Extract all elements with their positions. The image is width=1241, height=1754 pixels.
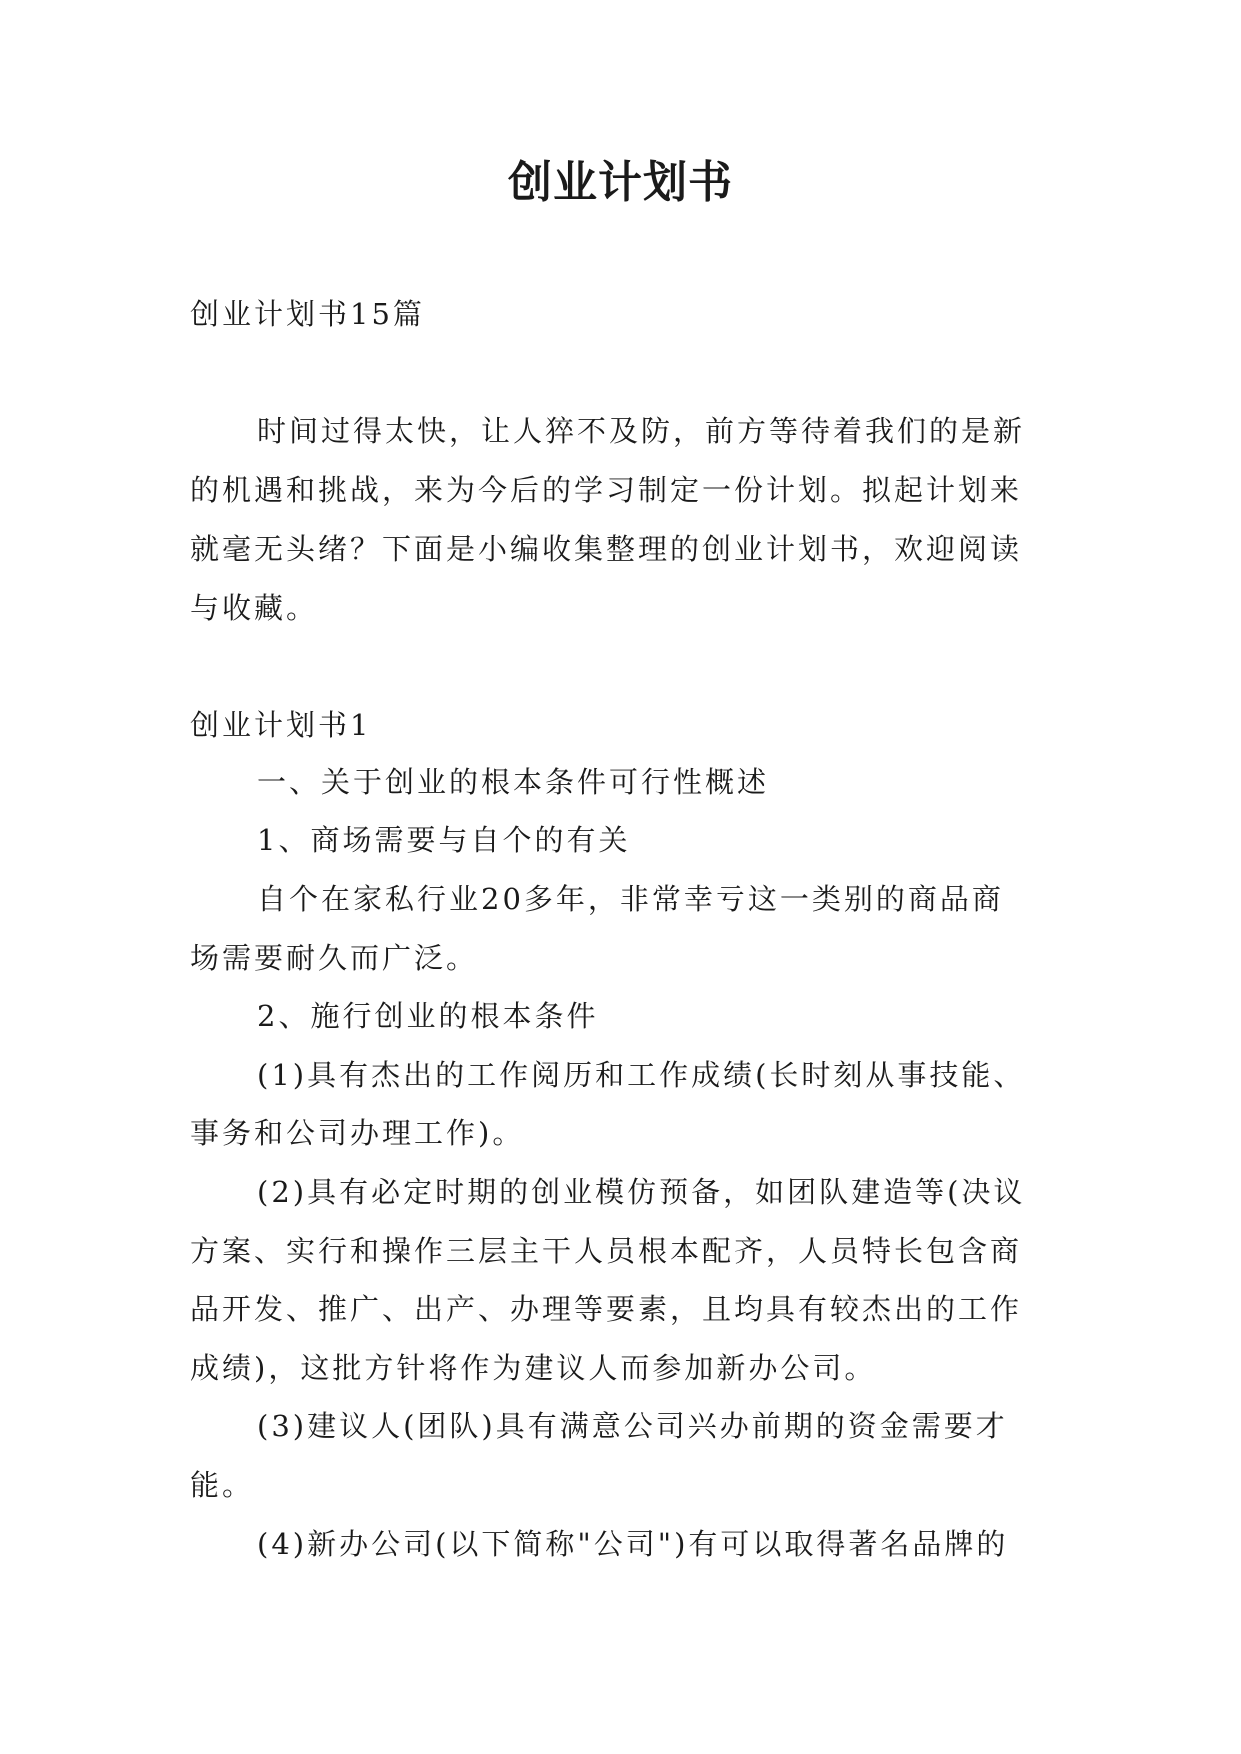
document-title: 创业计划书	[508, 157, 733, 208]
body-line-11: 成绩)，这批方针将作为建议人而参加新办公司。	[190, 1351, 877, 1385]
body-line-1: 一、关于创业的根本条件可行性概述	[257, 765, 770, 799]
body-line-7: 事务和公司办理工作)。	[190, 1116, 525, 1150]
body-line-12: (3)建议人(团队)具有满意公司兴办前期的资金需要才	[257, 1409, 1008, 1443]
intro-line-1: 时间过得太快，让人猝不及防，前方等待着我们的是新	[257, 414, 1026, 448]
intro-line-3: 就毫无头绪？下面是小编收集整理的创业计划书，欢迎阅读	[190, 532, 1023, 566]
intro-line-4: 与收藏。	[190, 591, 319, 625]
section-heading: 创业计划书1	[190, 708, 372, 742]
body-line-4: 场需要耐久而广泛。	[190, 941, 479, 975]
body-line-3: 自个在家私行业20多年，非常幸亏这一类别的商品商	[257, 882, 1004, 916]
body-line-13: 能。	[190, 1468, 255, 1502]
body-line-10: 品开发、推广、出产、办理等要素，且均具有较杰出的工作	[190, 1292, 1023, 1326]
document-subtitle: 创业计划书15篇	[190, 297, 425, 331]
intro-line-2: 的机遇和挑战，来为今后的学习制定一份计划。拟起计划来	[190, 473, 1023, 507]
body-line-14: (4)新办公司(以下简称"公司")有可以取得著名品牌的	[257, 1527, 1009, 1561]
body-line-8: (2)具有必定时期的创业模仿预备，如团队建造等(决议	[257, 1175, 1026, 1209]
body-line-5: 2、施行创业的根本条件	[257, 999, 599, 1033]
body-line-9: 方案、实行和操作三层主干人员根本配齐，人员特长包含商	[190, 1234, 1023, 1268]
body-line-2: 1、商场需要与自个的有关	[257, 823, 631, 857]
body-line-6: (1)具有杰出的工作阅历和工作成绩(长时刻从事技能、	[257, 1058, 1026, 1092]
